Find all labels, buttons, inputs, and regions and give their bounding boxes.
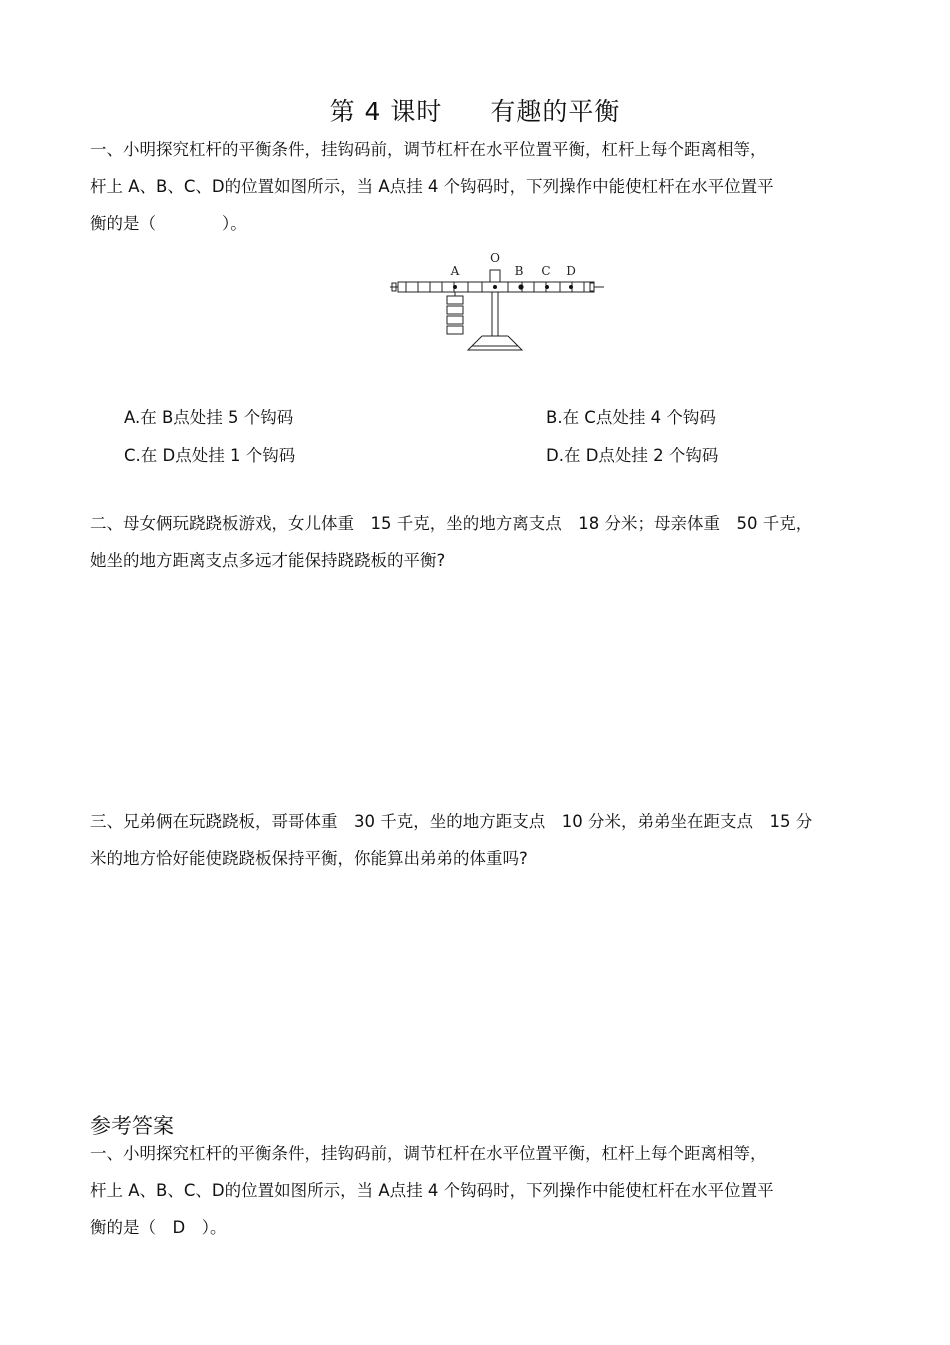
point-b-marker [518,284,523,289]
lesson-number: 第 4 课时 [329,97,443,126]
lesson-topic: 有趣的平衡 [490,97,621,126]
weight-4 [447,326,463,334]
question-1-line: 一、小明探究杠杆的平衡条件，挂钩码前，调节杠杆在水平位置平衡，杠杆上每个距离相等， [90,140,767,159]
question-1-line: 杆上 A、B、C、D的位置如图所示，当 A点挂 4 个钩码时，下列操作中能使杠杆在水平位置平 [90,177,774,196]
page-title [0,92,950,128]
option-d: D.在 D点处挂 2 个钩码 [546,446,719,465]
lever-base [468,336,522,350]
label-c: C [541,264,551,278]
answer-heading: 参考答案 [90,1114,174,1138]
question-2 [90,505,880,579]
answer-1-line: 衡的是（ D ）。 [90,1218,227,1237]
label-o: O [490,251,500,265]
point-o-marker [493,285,497,289]
answer-1 [90,1135,880,1246]
lever-diagram [388,250,606,356]
question-3 [90,803,880,877]
option-b: B.在 C点处挂 4 个钩码 [546,408,716,427]
question-1 [90,131,880,242]
answer-1-line: 一、小明探究杠杆的平衡条件，挂钩码前，调节杠杆在水平位置平衡，杠杆上每个距离相等， [90,1144,767,1163]
point-d-marker [569,285,573,289]
weight-1 [447,296,463,304]
option-c: C.在 D点处挂 1 个钩码 [124,446,296,465]
label-d: D [566,264,576,278]
question-3-line: 米的地方恰好能使跷跷板保持平衡，你能算出弟弟的体重吗? [90,849,528,868]
weight-3 [447,316,463,324]
point-a-marker [453,285,457,289]
weight-2 [447,306,463,314]
question-2-line: 她坐的地方距离支点多远才能保持跷跷板的平衡? [90,551,446,570]
question-1-line: 衡的是（ ）。 [90,214,247,233]
option-a: A.在 B点处挂 5 个钩码 [124,408,294,427]
answer-1-line: 杆上 A、B、C、D的位置如图所示，当 A点挂 4 个钩码时，下列操作中能使杠杆在水平位置平 [90,1181,774,1200]
question-3-line: 三、兄弟俩在玩跷跷板，哥哥体重 30 千克，坐的地方距支点 10 分米，弟弟坐在距支点 15 分 [90,812,813,831]
label-b: B [514,264,524,278]
pivot-box [490,270,500,282]
question-2-line: 二、母女俩玩跷跷板游戏，女儿体重 15 千克，坐的地方离支点 18 分米；母亲体重 50 千克， [90,514,813,533]
label-a: A [450,264,460,278]
point-c-marker [545,285,549,289]
